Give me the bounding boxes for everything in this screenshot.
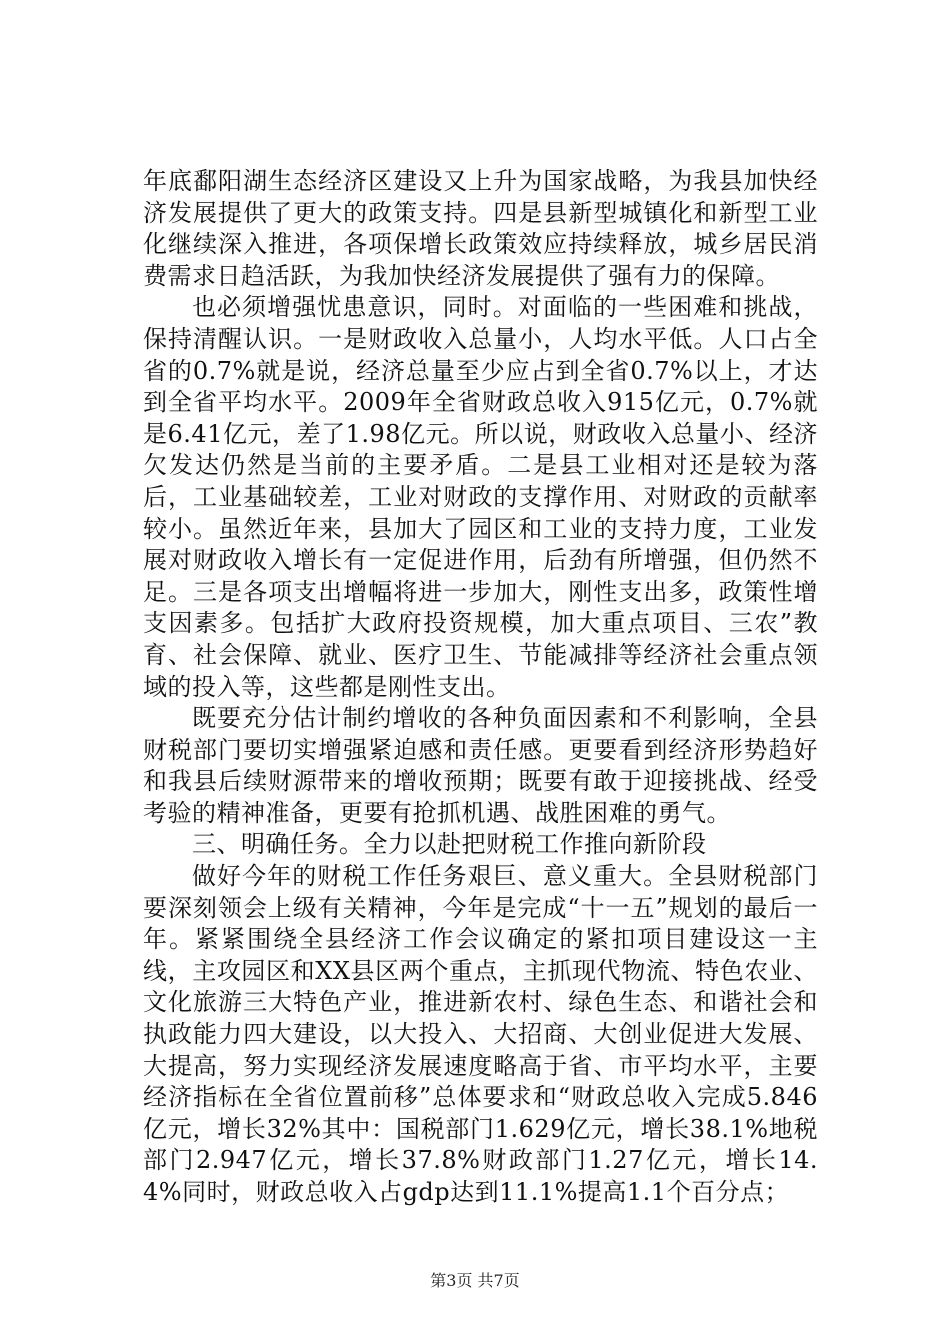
paragraph-2: 也必须增强忧患意识，同时。对面临的一些困难和挑战，保持清醒认识。一是财政收入总量小，人均水平低。人口占全省的0.7%就是说，经济总量至少应占到全省0.7%以上，才达到全省平均水平。2009年全省财政总收入915亿元，0.7%就是6.41亿元，差了1.98亿元。所以说，财政收入总量小、经济欠发达仍然是当前的主要矛盾。二是县工业相对还是较为落后，工业基础较差，工业对财政的支撑作用、对财政的贡献率较小。虽然近年来，县加大了园区和工业的支持力度，工业发展对财政收入增长有一定促进作用，后劲有所增强，但仍然不足。三是各项支出增幅将进一步加大，刚性支出多，政策性增支因素多。包括扩大政府投资规模，加大重点项目、三农”教育、社会保障、就业、医疗卫生、节能减排等经济社会重点领域的投入等，这些都是刚性支出。 [143, 293, 818, 701]
paragraph-1: 年底鄱阳湖生态经济区建设又上升为国家战略，为我县加快经济发展提供了更大的政策支持。四是县新型城镇化和新型工业化继续深入推进，各项保增长政策效应持续释放，城乡居民消费需求日趋活跃，为我加快经济发展提供了强有力的保障。 [143, 167, 818, 290]
paragraph-3: 既要充分估计制约增收的各种负面因素和不利影响，全县财税部门要切实增强紧迫感和责任感。更要看到经济形势趋好和我县后续财源带来的增收预期；既要有敢于迎接挑战、经受考验的精神准备，更要有抢抓机遇、战胜困难的勇气。 [143, 704, 818, 827]
page-number-footer: 第3页 共7页 [430, 1271, 520, 1290]
section-heading: 三、明确任务。全力以赴把财税工作推向新阶段 [192, 830, 707, 859]
document-body [143, 166, 818, 1209]
paragraph-5: 做好今年的财税工作任务艰巨、意义重大。全县财税部门要深刻领会上级有关精神，今年是完成“十一五”规划的最后一年。紧紧围绕全县经济工作会议确定的紧扣项目建设这一主线，主攻园区和XX县区两个重点，主抓现代物流、特色农业、文化旅游三大特色产业，推进新农村、绿色生态、和谐社会和执政能力四大建设，以大投入、大招商、大创业促进大发展、大提高，努力实现经济发展速度略高于省、市平均水平，主要经济指标在全省位置前移”总体要求和“财政总收入完成5.846亿元，增长32%其中：国税部门1.629亿元，增长38.1%地税部门2.947亿元，增长37.8%财政部门1.27亿元，增长14.4%同时，财政总收入占gdp达到11.1%提高1.1个百分点； [143, 862, 818, 1206]
